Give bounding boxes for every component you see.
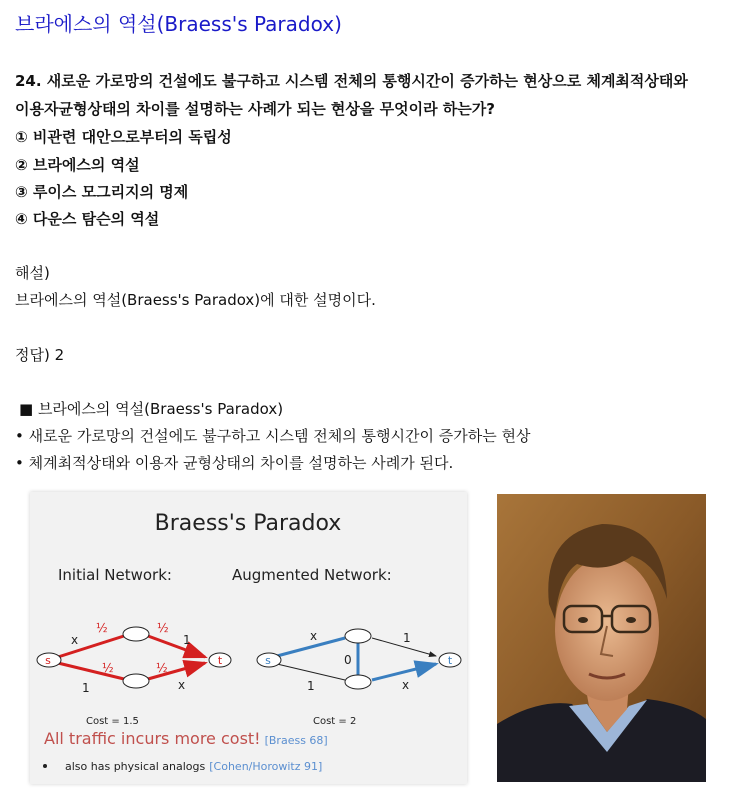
explanation-heading: 해설) bbox=[15, 264, 50, 282]
node-bottom bbox=[123, 674, 149, 688]
weight-x-top: x bbox=[71, 633, 79, 647]
augmented-network bbox=[257, 629, 461, 727]
summary-bullet-1: • 새로운 가로망의 건설에도 불구하고 시스템 전체의 통행시간이 증가하는 현상 bbox=[15, 427, 531, 445]
edge-top-t bbox=[148, 636, 205, 657]
aug-weight-one-top: 1 bbox=[403, 631, 411, 645]
question-line-1: 24. 새로운 가로망의 건설에도 불구하고 시스템 전체의 통행시간이 증가하는 현상으로 체계최적상태와 bbox=[15, 72, 688, 90]
initial-cost: Cost = 1.5 bbox=[86, 716, 139, 727]
braess-portrait-photo bbox=[497, 494, 706, 782]
aug-weight-x-top: x bbox=[310, 629, 318, 643]
option-1: ① 비관련 대안으로부터의 독립성 bbox=[15, 128, 232, 146]
summary-heading: ■ 브라에스의 역설(Braess's Paradox) bbox=[19, 400, 284, 418]
option-2: ② 브라에스의 역설 bbox=[15, 156, 140, 174]
aug-label-t: t bbox=[447, 654, 453, 667]
aug-edge-s-bottom bbox=[277, 664, 345, 680]
page-title: 브라에스의 역설(Braess's Paradox) bbox=[15, 12, 342, 36]
edge-s-top bbox=[58, 636, 124, 657]
flow-half-top-1: ½ bbox=[96, 621, 108, 635]
edge-s-bottom bbox=[58, 663, 124, 679]
weight-one-top: 1 bbox=[183, 633, 191, 647]
label-t: t bbox=[217, 654, 223, 667]
slide-headline: All traffic incurs more cost! [Braess 68] bbox=[44, 729, 328, 748]
aug-weight-one-bottom: 1 bbox=[307, 679, 315, 693]
aug-label-s: s bbox=[265, 654, 271, 667]
augmented-cost: Cost = 2 bbox=[313, 716, 357, 727]
weight-x-bottom: x bbox=[178, 678, 186, 692]
question-line-2: 이용자균형상태의 차이를 설명하는 사례가 되는 현상을 무엇이라 하는가? bbox=[15, 100, 495, 118]
initial-network bbox=[37, 621, 231, 727]
weight-one-bottom: 1 bbox=[82, 681, 90, 695]
label-s: s bbox=[45, 654, 51, 667]
flow-half-bottom-1: ½ bbox=[102, 661, 114, 675]
slide-bullet: also has physical analogs [Cohen/Horowitz 91] bbox=[65, 760, 323, 773]
network-diagram bbox=[30, 492, 467, 784]
answer-text: 정답) 2 bbox=[15, 346, 65, 364]
option-3: ③ 루이스 모그리지의 명제 bbox=[15, 183, 189, 201]
aug-node-top bbox=[345, 629, 371, 643]
slide-title: Braess's Paradox bbox=[154, 511, 342, 536]
node-top bbox=[123, 627, 149, 641]
summary-bullet-2: • 체계최적상태와 이용자 균형상태의 차이를 설명하는 사례가 된다. bbox=[15, 454, 454, 472]
aug-node-bottom bbox=[345, 675, 371, 689]
explanation-text: 브라에스의 역설(Braess's Paradox)에 대한 설명이다. bbox=[15, 291, 376, 309]
braess-slide bbox=[30, 492, 467, 784]
flow-half-bottom-2: ½ bbox=[156, 661, 168, 675]
aug-weight-x-bottom: x bbox=[402, 678, 410, 692]
option-4: ④ 다운스 탐슨의 역설 bbox=[15, 210, 160, 228]
initial-network-label: Initial Network: bbox=[58, 566, 172, 584]
augmented-network-label: Augmented Network: bbox=[232, 566, 392, 584]
flow-half-top-2: ½ bbox=[157, 621, 169, 635]
aug-weight-zero: 0 bbox=[344, 653, 352, 667]
slide-bullet-dot bbox=[43, 764, 47, 768]
